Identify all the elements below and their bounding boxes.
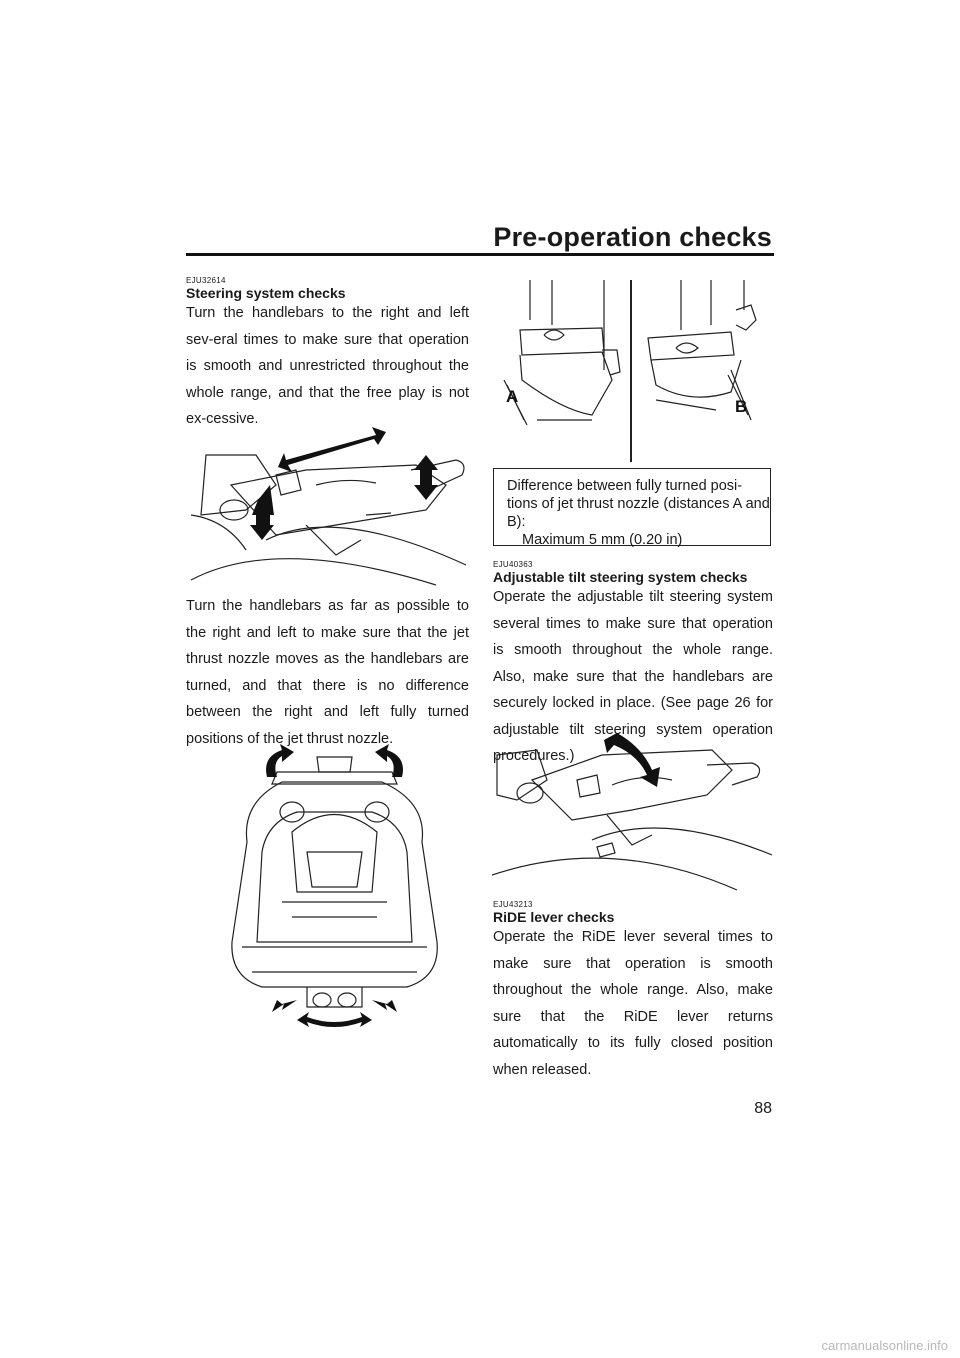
spec-text: Difference between fully turned posi-tions of jet thrust nozzle (distances A and B): (507, 478, 770, 530)
paragraph-steering-2: Turn the handlebars as far as possible to the right and left to make sure that the jet thrust nozzle moves as the handlebars are turned, and that there is no difference between the right and left fully turned positions of the jet thrust nozzle. (186, 598, 469, 747)
paragraph-tilt: Operate the adjustable tilt steering system several times to make sure that operation is smooth throughout the whole range. Also, make sure that the handlebars are securely locked in place. (See page 26 for adjustable tilt steering system operation procedures.) (493, 589, 773, 764)
section-code-tilt: EJU40363 (493, 560, 533, 569)
page-number: 88 (754, 1100, 772, 1117)
tilt-steering-illustration (492, 725, 772, 895)
handlebar-play-illustration (186, 415, 471, 590)
heading-steering: Steering system checks (186, 285, 346, 301)
heading-tilt: Adjustable tilt steering system checks (493, 569, 748, 585)
label-b: B (735, 397, 748, 416)
figure-divider (630, 280, 632, 462)
watercraft-top-view-illustration (222, 742, 447, 1027)
paragraph-ride: Operate the RiDE lever several times to make sure that operation is smooth throughout the whole range. Also, make sure that the RiDE lever returns automatically to its fully closed position when released. (493, 929, 773, 1078)
heading-ride: RiDE lever checks (493, 909, 615, 925)
spec-value: Maximum 5 mm (0.20 in) (522, 532, 683, 548)
section-code-steering: EJU32614 (186, 276, 226, 285)
label-a: A (506, 387, 519, 406)
section-code-ride: EJU43213 (493, 900, 533, 909)
page-title: Pre-operation checks (493, 222, 772, 252)
nozzle-figure-a (492, 280, 627, 430)
paragraph-steering-1: Turn the handlebars to the right and left sev-eral times to make sure that operation is smooth and unrestricted throughout the whole range, and that the free play is not ex-cessive. (186, 305, 469, 427)
footer-watermark: carmanualsonline.info (821, 1338, 948, 1353)
nozzle-figure-b (636, 280, 771, 430)
header-rule (186, 253, 774, 256)
spec-box (493, 468, 771, 546)
